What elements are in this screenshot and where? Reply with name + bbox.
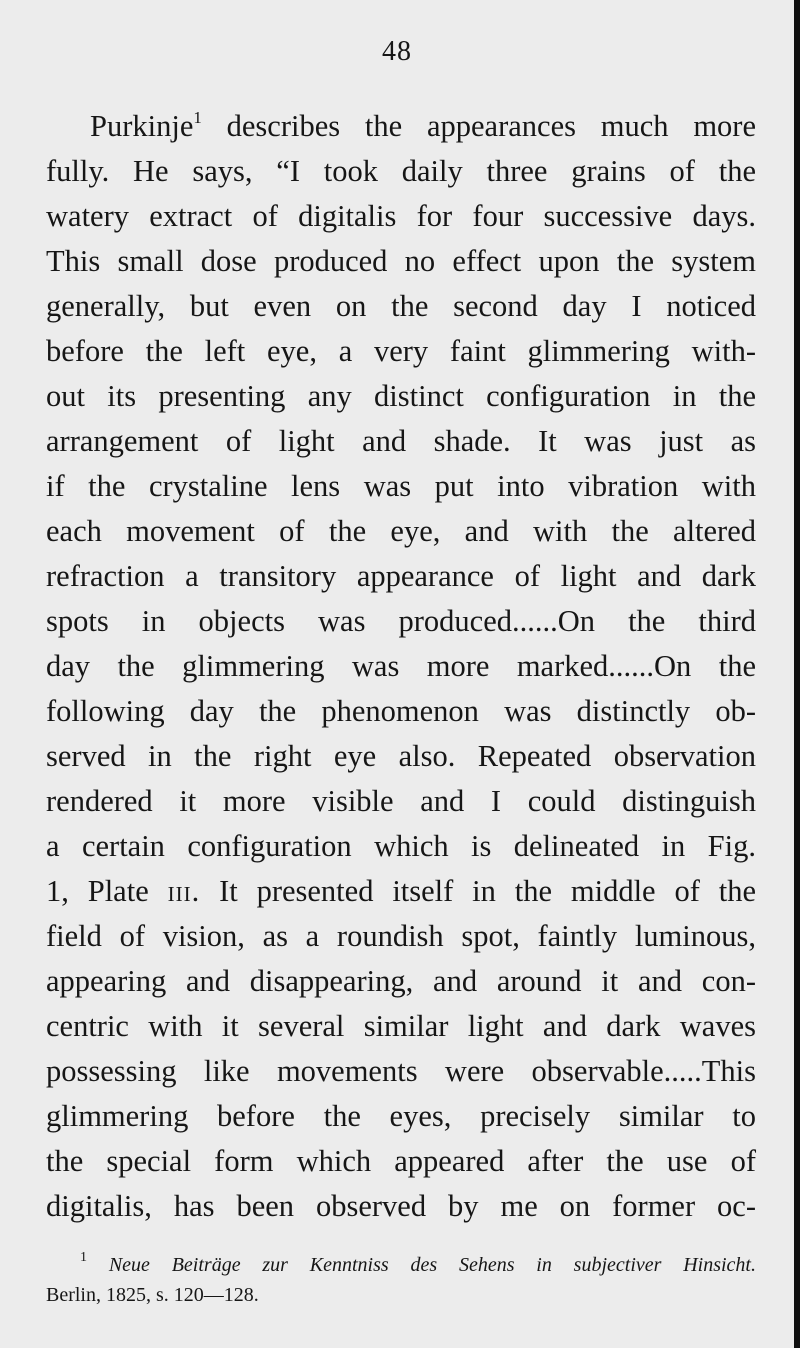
text-line: before the left eye, a very faint glimmering with- (46, 334, 756, 368)
text-line: a certain configuration which is delineated in Fig. (46, 829, 756, 863)
text-line: the special form which appeared after the use of (46, 1144, 756, 1178)
footnote-citation: Berlin, 1825, s. 120—128. (46, 1284, 259, 1306)
text-line: possessing like movements were observable.....This (46, 1054, 756, 1088)
text-line: generally, but even on the second day I noticed (46, 289, 756, 323)
text-line: refraction a transitory appearance of light and dark (46, 559, 756, 593)
footnote-title: Neue Beiträge zur Kenntniss des Sehens in subjectiver Hinsicht. (108, 1254, 756, 1276)
text-line: out its presenting any distinct configuration in the (46, 379, 756, 413)
text-line: This small dose produced no effect upon the system (46, 244, 756, 278)
text-line-rest: describes the appearances much more (201, 109, 756, 143)
text-line-rest: It presented itself in the middle of the (200, 874, 756, 908)
text-line (46, 104, 756, 149)
plate-reference-start: 1, Plate (46, 874, 168, 908)
text-line: spots in objects was produced......On the third (46, 604, 756, 638)
footnote-marker: 1 (80, 1250, 87, 1266)
page-number: 48 (382, 36, 412, 67)
footnote-reference: 1 (193, 107, 202, 127)
text-line: glimmering before the eyes, precisely similar to (46, 1099, 756, 1133)
text-line: each movement of the eye, and with the altered (46, 514, 756, 548)
text-line: fully. He says, “I took daily three grains of the (46, 154, 756, 188)
text-line: day the glimmering was more marked......On the (46, 649, 756, 683)
text-line: if the crystaline lens was put into vibration with (46, 469, 756, 503)
body-paragraph (46, 104, 756, 1229)
plate-numeral: iii. (167, 874, 201, 908)
text-line: field of vision, as a roundish spot, faintly luminous, (46, 919, 756, 953)
text-line: centric with it several similar light and dark waves (46, 1009, 756, 1043)
footnote-title-line (46, 1250, 756, 1280)
text-line: rendered it more visible and I could distinguish (46, 784, 756, 818)
author-name: Purkinje (90, 109, 194, 143)
text-line: arrangement of light and shade. It was just as (46, 424, 756, 458)
text-line: appearing and disappearing, and around it and con- (46, 964, 756, 998)
text-line: watery extract of digitalis for four successive days. (46, 199, 756, 233)
footnote (46, 1250, 756, 1310)
text-line: following day the phenomenon was distinctly ob- (46, 694, 756, 728)
text-line: served in the right eye also. Repeated observation (46, 739, 756, 773)
text-line (46, 869, 756, 914)
text-line: digitalis, has been observed by me on former oc- (46, 1189, 756, 1223)
